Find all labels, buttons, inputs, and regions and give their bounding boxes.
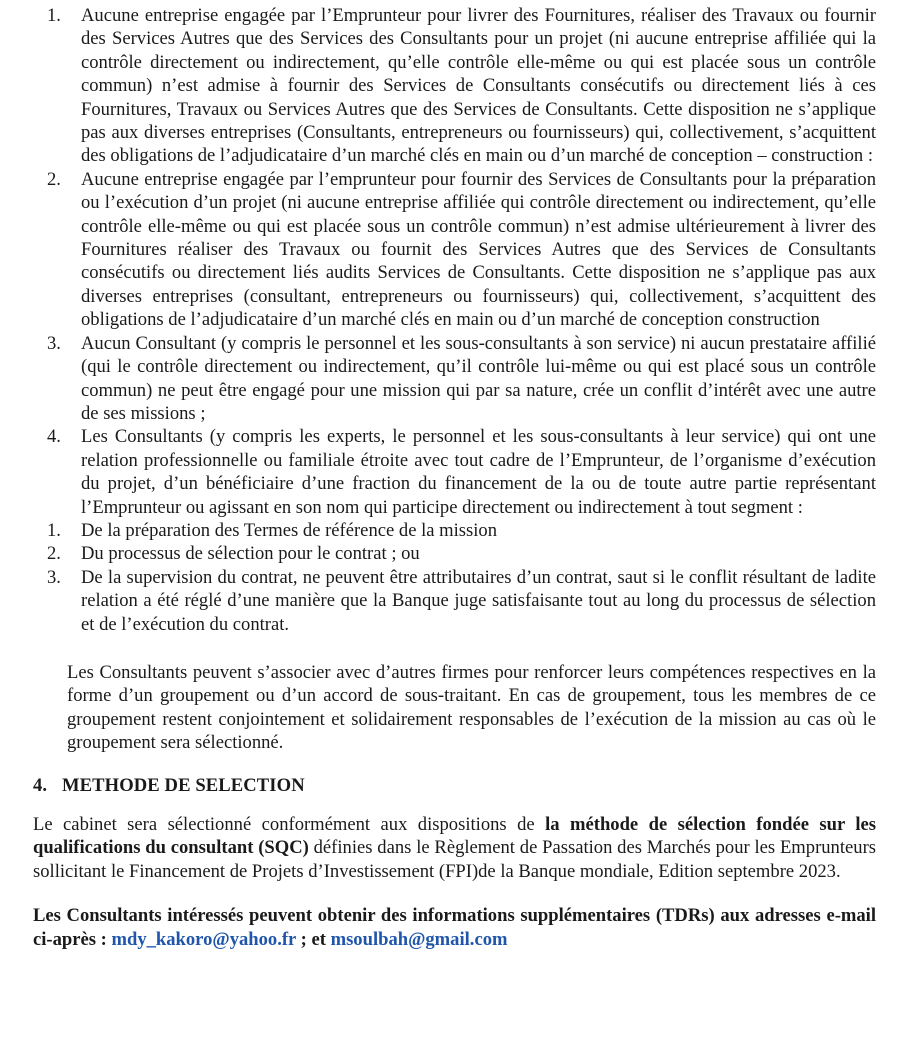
section-heading-methode-de-selection — [33, 774, 876, 797]
list-item-text: Les Consultants (y compris les experts, le personnel et les sous-consultants à leur service) qui ont une relation professionnelle ou familiale étroite avec tout cadre de l’Emprunteur, de l’organisme d’exécution du projet, d’un bénéficiaire d’une fraction du financement de la ou de toute autre partie représentant l’Emprunteur ou agissant en son nom qui participe directement ou indirectement à tout segment : — [81, 426, 876, 518]
section-title: METHODE DE SELECTION — [62, 774, 305, 796]
list-item — [33, 519, 876, 542]
selection-paragraph-part1: Le cabinet sera sélectionné conformément aux dispositions de — [33, 814, 546, 835]
list-item-number: 3. — [47, 566, 61, 588]
selection-method-name: la méthode de sélection fondée sur les qualifications du consultant (SQC) — [33, 814, 876, 859]
list-item — [33, 566, 876, 636]
contact-lead-line1: Les Consultants intéressés peuvent obtenir des informations supplémentaires (TDRs) aux adresses — [33, 905, 821, 927]
list-item-text: Du processus de sélection pour le contrat ; ou — [81, 543, 420, 565]
list-item-number: 3. — [47, 332, 61, 354]
association-paragraph: Les Consultants peuvent s’associer avec d’autres firmes pour renforcer leurs compétences respectives en la forme d’un groupement ou d’un accord de sous-traitant. En cas de groupement, tous les membres de ce groupement restent conjointement et solidairement responsables de l’exécution de la mission au cas où le groupement sera sélectionné. — [67, 661, 876, 754]
email-address-primary[interactable]: mdy_kakoro@yahoo.fr — [111, 928, 296, 950]
list-item-text: De la supervision du contrat, ne peuvent être attributaires d’un contrat, saut si le conflit résultant de ladite relation a été réglé d’une manière que la Banque juge satisfaisante tout au long du processus de sélection et de l’exécution du contrat. — [81, 566, 876, 635]
list-item — [33, 4, 876, 168]
list-item — [33, 332, 876, 426]
eligibility-list — [33, 4, 876, 519]
email-address-secondary[interactable]: msoulbah@gmail.com — [330, 928, 508, 950]
list-item-text: Aucun Consultant (y compris le personnel et les sous-consultants à son service) ni aucun prestataire affilié (qui le contrôle directement ou indirectement, qu’il contrôle lui-même ou qui est placé sous un contrôle commun) ne peut être engagé pour une mission qui par sa nature, crée un conflit d’intérêt avec une autre de ses missions ; — [81, 332, 876, 424]
list-item-number: 2. — [47, 543, 61, 565]
list-item — [33, 542, 876, 565]
list-item-number: 4. — [47, 426, 61, 448]
list-item — [33, 425, 876, 519]
list-item-text: Aucune entreprise engagée par l’Emprunteur pour livrer des Fournitures, réaliser des Travaux ou fournir des Services Autres que des Services des Consultants pour un projet (ni aucune entreprise affiliée qui la contrôle directement ou indirectement, qu’elle contrôle elle-même ou qui est placée sous un contrôle commun) n’est admise à fournir des Services de Consultants consécutifs ou directement liés à ces Fournitures, Travaux ou Services Autres que des Services de Consultants. Cette disposition ne s’applique pas aux diverses entreprises (Consultants, entrepreneurs ou fournisseurs) qui, collectivement, s’acquittent des obligations de l’adjudicataire d’un marché clés en main ou d’un marché de conception – construction : — [81, 5, 876, 167]
segment-list — [33, 519, 876, 636]
list-item — [33, 168, 876, 332]
contact-email-separator: ; et — [295, 928, 331, 950]
section-number: 4. — [33, 774, 48, 796]
list-item-number: 1. — [47, 5, 61, 26]
list-item-number: 2. — [47, 168, 61, 190]
selection-paragraph-part2: définies dans le Règlement de Passation des Marchés pour les Emprunteurs sollicitant le Financement de Projets d’Investissement (FPI)de la Banque mondiale, Edition septembre 2023. — [33, 837, 876, 882]
list-item-text: Aucune entreprise engagée par l’emprunteur pour fournir des Services de Consultants pour la préparation ou l’exécution d’un projet (ni aucune entreprise affiliée qui contrôle directement ou indirectement, qu’elle contrôle elle-même ou qui est placée sous un contrôle commun) n’est admise ultérieurement à livrer des Fournitures réaliser des Travaux ou fournit des Services Autres que des Services de Consultants consécutifs ou directement liés audits Services de Consultants. Cette disposition ne s’applique pas aux diverses entreprises (consultant, entrepreneurs ou fournisseurs) qui, collectivement, s’acquittent des obligations de l’adjudicataire d’un marché clés en main ou d’un marché de conception construction — [81, 168, 876, 331]
list-item-number: 1. — [47, 519, 61, 541]
contact-paragraph — [33, 904, 876, 951]
contact-lead-line2: e-mail ci-après : — [33, 905, 876, 950]
list-item-text: De la préparation des Termes de référence de la mission — [81, 519, 498, 541]
selection-method-paragraph — [33, 813, 876, 883]
